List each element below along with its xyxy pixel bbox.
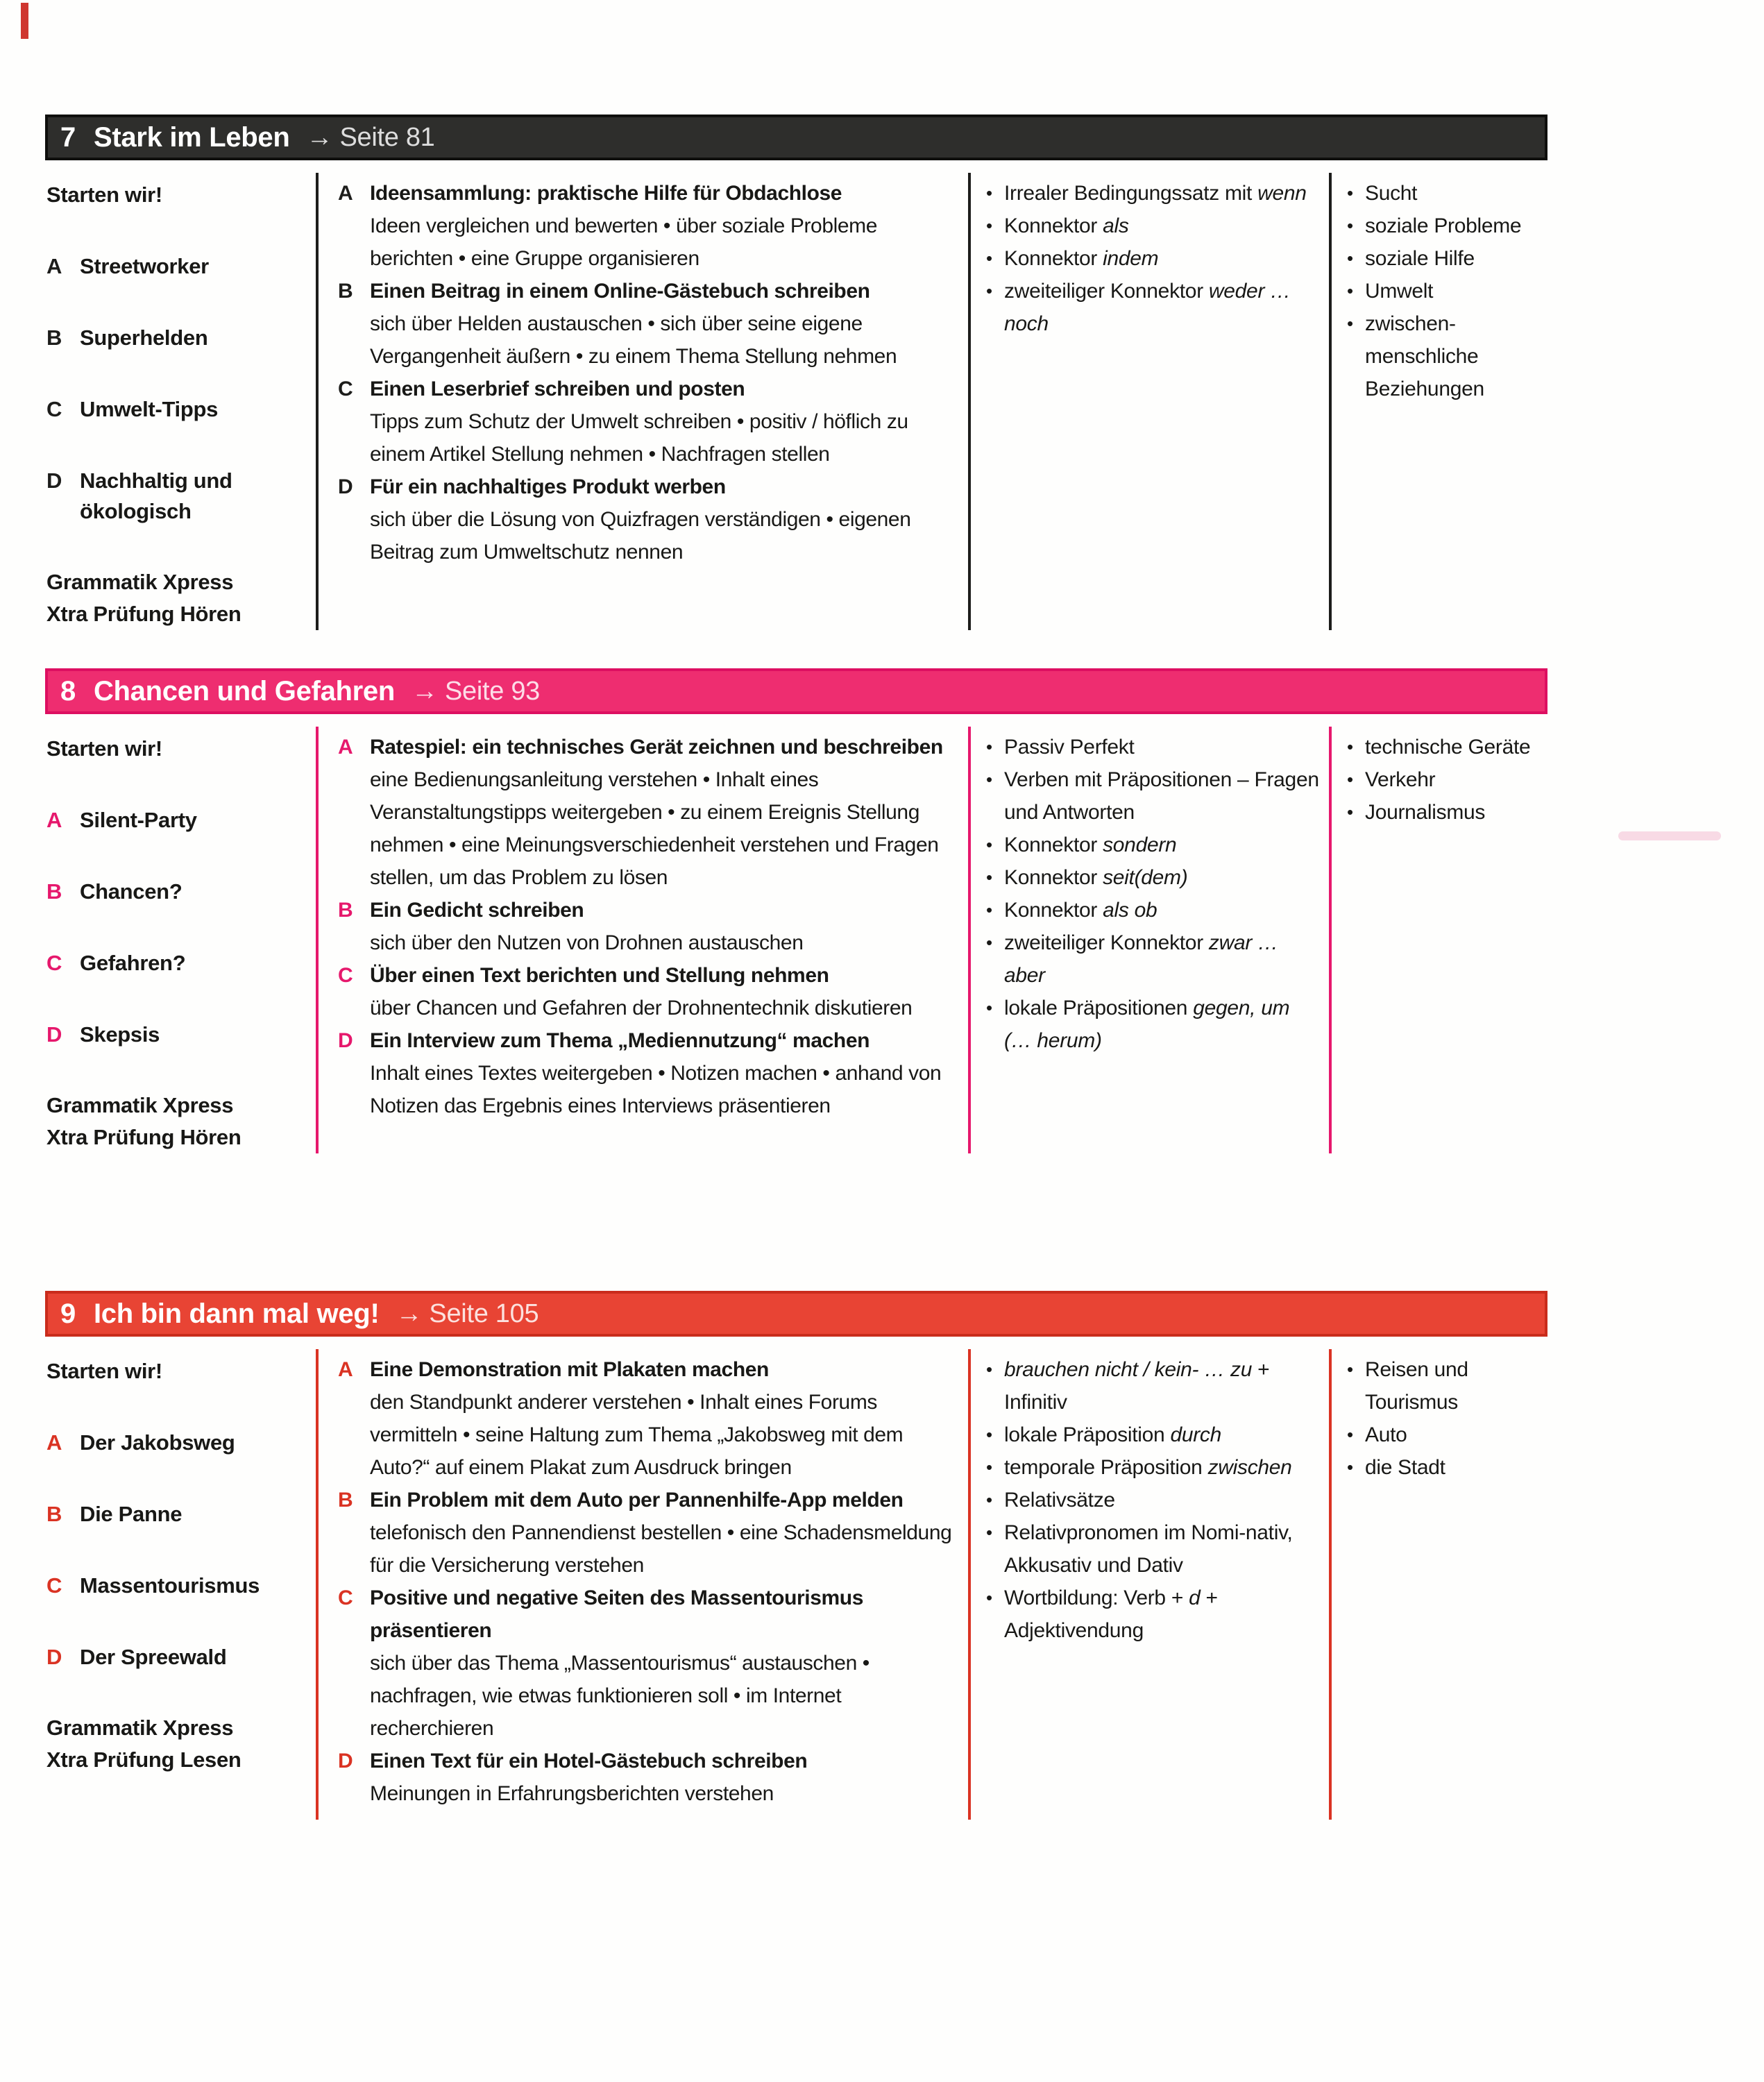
grammar-item: • zweiteiliger Konnektor weder … noch [983,275,1322,340]
lesson-letter: A [46,808,62,832]
grammar-item: • Konnektor als [983,210,1322,242]
grammar-item: • Konnektor sondern [983,829,1322,861]
topic-item: • Journalismus [1344,796,1541,829]
lesson-label: Der Jakobsweg [80,1430,235,1455]
section-skills: über Chancen und Gefahren der Drohnentechnik diskutieren [370,997,913,1019]
scan-mark-top-left [21,3,28,39]
lesson-letter: D [46,1022,62,1047]
grammar-item: • Verben mit Präpositionen – Fragen und Antworten [983,763,1322,829]
xtra-pruefung-label: Xtra Prüfung Lesen [46,1747,241,1772]
objectives-column [316,173,968,630]
section-b [338,275,958,373]
section-heading: Für ein nachhaltiges Produkt werben [370,475,726,498]
lesson-item [46,877,307,907]
grammar-item: • Konnektor indem [983,242,1322,275]
lesson-letter: C [46,951,62,975]
chapter-title: Ich bin dann mal weg! [93,1298,380,1329]
topic-item: • Auto [1344,1419,1541,1451]
section-heading: Ratespiel: ein technisches Gerät zeichnen und beschreiben [370,736,943,759]
section-skills: sich über Helden austauschen • sich über seine eigene Vergangenheit äußern • zu einem Thema Stellung nehmen [370,312,897,368]
section-letter: D [338,1029,353,1052]
lesson-letter: C [46,1573,62,1598]
section-c [338,959,958,1024]
topic-item: • Verkehr [1344,763,1541,796]
lesson-label: Der Spreewald [80,1645,227,1669]
extras-block [46,1090,307,1153]
section-skills: sich über die Lösung von Quizfragen verständigen • eigenen Beitrag zum Umweltschutz nennen [370,508,911,564]
lesson-nav-column [45,1349,316,1820]
topic-item: • soziale Probleme [1344,210,1541,242]
starten-wir-label: Starten wir! [46,183,162,207]
starten-wir-label: Starten wir! [46,1359,162,1383]
section-skills: den Standpunkt anderer verstehen • Inhalt eines Forums vermitteln • seine Haltung zum Thema „Jakobsweg mit dem Auto?“ auf einem Plakat zum Ausdruck bringen [370,1391,904,1479]
lesson-label: Streetworker [80,254,209,278]
section-heading: Ein Interview zum Thema „Mediennutzung“ machen [370,1029,870,1052]
grammar-item: • zweiteiliger Konnektor zwar … aber [983,926,1322,992]
lesson-item [46,805,307,836]
lesson-item [46,323,307,353]
section-letter: D [338,475,353,498]
grammar-item: • Konnektor als ob [983,894,1322,926]
section-skills: Ideen vergleichen und bewerten • über soziale Probleme berichten • eine Gruppe organisieren [370,214,878,270]
lesson-letter: B [46,879,62,904]
chapter-9-header-bar [45,1291,1547,1337]
lesson-letter: A [46,1430,62,1455]
section-letter: C [338,964,353,987]
section-letter: A [338,1358,353,1381]
section-letter: B [338,1489,353,1512]
section-letter: C [338,1586,353,1609]
lesson-letter: D [46,1645,62,1669]
section-skills: Meinungen in Erfahrungsberichten verstehen [370,1782,774,1805]
topic-item: • Sucht [1344,177,1541,210]
scan-smudge-right [1618,831,1721,840]
section-c [338,1582,958,1745]
grammar-item: • lokale Präpositionen gegen, um (… herum) [983,992,1322,1057]
section-skills: telefonisch den Pannendienst bestellen • eine Schadensmeldung für die Versicherung verstehen [370,1521,952,1577]
section-letter: D [338,1750,353,1772]
lesson-nav-column [45,727,316,1153]
grammar-item: • Wortbildung: Verb + d + Adjektivendung [983,1582,1322,1647]
chapter-page-ref: → Seite 105 [396,1298,539,1328]
section-heading: Über einen Text berichten und Stellung nehmen [370,964,829,987]
topics-column [1329,727,1545,1153]
lesson-label: Massentourismus [80,1573,260,1598]
section-letter: B [338,280,353,303]
grammar-column [968,727,1329,1153]
chapter-8 [45,668,1547,1153]
xtra-pruefung-label: Xtra Prüfung Hören [46,1125,241,1149]
chapter-7-content [45,160,1547,630]
section-skills: sich über das Thema „Massentourismus“ austauschen • nachfragen, wie etwas funktionieren soll • im Internet recherchieren [370,1652,870,1740]
chapter-7 [45,115,1547,630]
chapter-number: 9 [60,1298,76,1329]
section-letter: C [338,378,353,400]
chapter-title: Stark im Leben [93,121,290,153]
lesson-item [46,1642,307,1673]
objectives-column [316,727,968,1153]
chapter-title: Chancen und Gefahren [93,675,396,706]
lesson-item [46,466,307,527]
grammar-item: • Relativpronomen im Nomi-nativ, Akkusativ und Dativ [983,1516,1322,1582]
topics-column [1329,1349,1545,1820]
xtra-pruefung-label: Xtra Prüfung Hören [46,602,241,626]
topic-item: • technische Geräte [1344,731,1541,763]
lesson-letter: D [46,468,62,493]
section-skills: Tipps zum Schutz der Umwelt schreiben • positiv / höflich zu einem Artikel Stellung nehmen • Nachfragen stellen [370,410,908,466]
lesson-label: Nachhaltig und ökologisch [80,468,232,523]
section-b [338,1484,958,1582]
section-heading: Ein Gedicht schreiben [370,899,584,922]
lesson-label: Gefahren? [80,951,186,975]
lesson-label: Skepsis [80,1022,160,1047]
chapter-page-ref: → Seite 93 [412,676,541,706]
objectives-column [316,1349,968,1820]
extras-block [46,1712,307,1776]
chapter-8-content [45,714,1547,1153]
section-heading: Positive und negative Seiten des Massentourismus präsentieren [370,1586,864,1642]
section-d [338,1024,958,1122]
lesson-item [46,251,307,282]
lesson-label: Umwelt-Tipps [80,397,219,421]
grammatik-xpress-label: Grammatik Xpress [46,570,234,594]
topic-item: • die Stadt [1344,1451,1541,1484]
grammar-column [968,1349,1329,1820]
section-d [338,1745,958,1810]
topic-item: • Umwelt [1344,275,1541,307]
lesson-item [46,1428,307,1458]
lesson-item [46,1499,307,1530]
lesson-item [46,1019,307,1050]
chapter-9-content [45,1337,1547,1820]
lesson-item [46,948,307,979]
lesson-letter: B [46,325,62,350]
grammar-item: • Irrealer Bedingungssatz mit wenn [983,177,1322,210]
section-heading: Ideensammlung: praktische Hilfe für Obdachlose [370,182,842,205]
extras-block [46,566,307,630]
lesson-label: Superhelden [80,325,208,350]
grammar-item: • Relativsätze [983,1484,1322,1516]
chapter-7-header-bar [45,115,1547,160]
section-a [338,731,958,894]
chapter-page-ref: → Seite 81 [306,122,435,152]
lesson-nav-column [45,173,316,630]
lesson-letter: B [46,1502,62,1526]
grammar-item: • Konnektor seit(dem) [983,861,1322,894]
topic-item: • zwischen-menschliche Beziehungen [1344,307,1541,405]
section-letter: A [338,182,353,205]
section-c [338,373,958,471]
lesson-label: Die Panne [80,1502,183,1526]
grammar-item: • temporale Präposition zwischen [983,1451,1322,1484]
lesson-letter: A [46,254,62,278]
section-heading: Eine Demonstration mit Plakaten machen [370,1358,769,1381]
chapter-9 [45,1291,1547,1820]
topics-column [1329,173,1545,630]
grammar-column [968,173,1329,630]
section-heading: Einen Beitrag in einem Online-Gästebuch schreiben [370,280,870,303]
section-a [338,177,958,275]
section-letter: B [338,899,353,922]
chapter-8-header-bar [45,668,1547,714]
grammar-item: • Passiv Perfekt [983,731,1322,763]
section-skills: eine Bedienungsanleitung verstehen • Inhalt eines Veranstaltungstipps weitergeben • zu einem Ereignis Stellung nehmen • eine Meinungsverschiedenheit verstehen und Fragen stellen, um das Problem zu lösen [370,768,939,889]
section-letter: A [338,736,353,759]
lesson-item [46,1571,307,1601]
section-d [338,471,958,568]
section-heading: Ein Problem mit dem Auto per Pannenhilfe-App melden [370,1489,904,1512]
grammar-item: • lokale Präposition durch [983,1419,1322,1451]
lesson-letter: C [46,397,62,421]
lesson-label: Chancen? [80,879,183,904]
lesson-label: Silent-Party [80,808,197,832]
section-skills: Inhalt eines Textes weitergeben • Notizen machen • anhand von Notizen das Ergebnis eines Interviews präsentieren [370,1062,942,1117]
section-heading: Einen Leserbrief schreiben und posten [370,378,745,400]
grammatik-xpress-label: Grammatik Xpress [46,1716,234,1740]
grammar-item: • brauchen nicht / kein- … zu + Infinitiv [983,1353,1322,1419]
topic-item: • Reisen und Tourismus [1344,1353,1541,1419]
lesson-item [46,394,307,425]
section-skills: sich über den Nutzen von Drohnen austauschen [370,931,804,954]
chapter-number: 7 [60,121,76,153]
section-heading: Einen Text für ein Hotel-Gästebuch schreiben [370,1750,808,1772]
starten-wir-label: Starten wir! [46,736,162,761]
section-a [338,1353,958,1484]
section-b [338,894,958,959]
grammatik-xpress-label: Grammatik Xpress [46,1093,234,1117]
topic-item: • soziale Hilfe [1344,242,1541,275]
chapter-number: 8 [60,675,76,706]
